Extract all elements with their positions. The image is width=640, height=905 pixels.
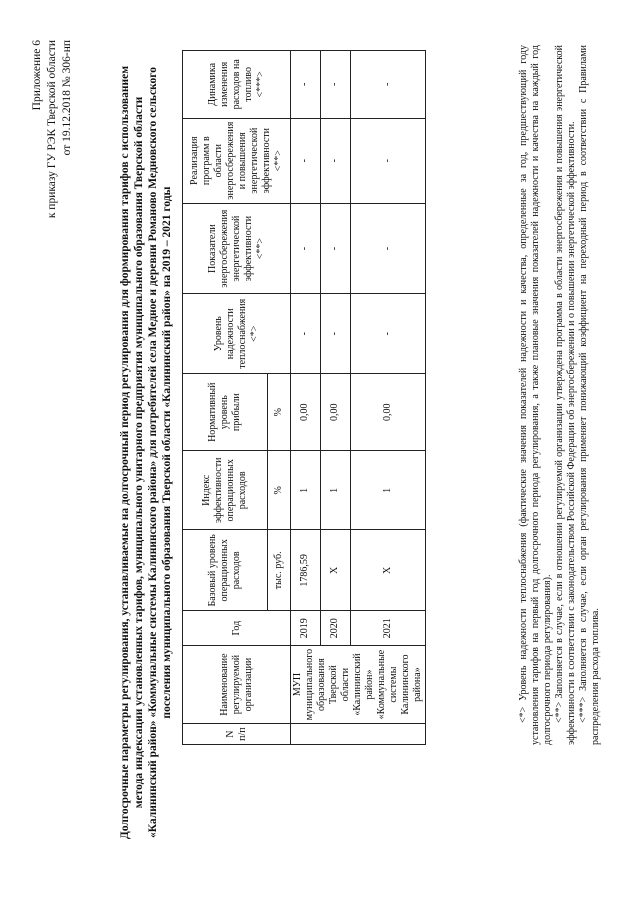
- header-fuel: Динамика изменения расходов на топливо <***>: [183, 51, 291, 119]
- title-line-3: «Калининский район» «Коммунальные системы Калининского района» для потребителей села Медное и деревни Романово Медновского сельского: [147, 67, 159, 839]
- header-num: N п/п: [183, 724, 291, 745]
- cell-year: 2020: [320, 611, 350, 645]
- appendix-header: [30, 40, 75, 218]
- header-program: Реализация программ в области энергосбережения и повышения энергетической эффективности <**>: [183, 118, 291, 203]
- header-org: Наименование регулируемой организации: [183, 645, 291, 723]
- header-year: Год: [183, 611, 291, 645]
- cell-base: 1786,59: [291, 530, 321, 611]
- appendix-order: к приказу ГУ РЭК Тверской области: [46, 40, 58, 219]
- header-base: Базовый уровень операционных расходов: [183, 530, 268, 611]
- cell-fuel: -: [350, 51, 425, 119]
- unit-index: %: [268, 451, 291, 530]
- footnotes: [518, 45, 602, 745]
- appendix-number: Приложение 6: [31, 40, 43, 111]
- footnote-1: <*> Уровень надежности теплоснабжения (фактические значения показателей надежности и качества, определенные за год, предшествующий году установления тарифов на первый год долгосрочного периода регулирования, а также плановые значения показателей надежности и качества на каждый год долгосрочного периода регулирования).: [518, 45, 553, 745]
- document-title: [118, 60, 174, 845]
- header-index: Индекс эффективности операционных расходов: [183, 451, 268, 530]
- cell-base: Х: [320, 530, 350, 611]
- cell-program: -: [320, 118, 350, 203]
- cell-base: Х: [350, 530, 425, 611]
- cell-year: 2019: [291, 611, 321, 645]
- cell-fuel: -: [291, 51, 321, 119]
- cell-program: -: [350, 118, 425, 203]
- parameters-table: [182, 50, 426, 745]
- cell-reliability: -: [291, 294, 321, 373]
- cell-energy: -: [291, 203, 321, 294]
- cell-energy: -: [320, 203, 350, 294]
- cell-org-name: МУП муниципального образования Тверской области «Калининский район» «Коммунальные системы Калининского района»: [291, 645, 426, 723]
- table-row: [350, 51, 425, 745]
- cell-year: 2021: [350, 611, 425, 645]
- cell-program: -: [291, 118, 321, 203]
- cell-index: 1: [291, 451, 321, 530]
- cell-fuel: -: [320, 51, 350, 119]
- table-header-row: [183, 51, 268, 745]
- table-row: [320, 51, 350, 745]
- cell-profit: 0,00: [320, 373, 350, 451]
- unit-base: тыс. руб.: [268, 530, 291, 611]
- header-energy: Показатели энергосбережения энергетической эффективности <**>: [183, 203, 291, 294]
- cell-profit: 0,00: [350, 373, 425, 451]
- footnote-2: <**> Заполняется в случае, если в отношении регулируемой организации утверждена программа в области энергосбережения и повышения энергетической эффективности в соответствии с законодательством Российской Федерации об энергосбережении и о повышении энергетической эффективности.: [554, 45, 577, 745]
- footnote-3: <***> Заполняется в случае, если орган регулирования применяет понижающий коэффициент на переходный период в соответствии с Правилами распределения расхода топлива.: [578, 45, 601, 745]
- cell-reliability: -: [350, 294, 425, 373]
- unit-profit: %: [268, 373, 291, 451]
- header-reliability: Уровень надежности теплоснабжения <*>: [183, 294, 291, 373]
- cell-index: 1: [350, 451, 425, 530]
- cell-reliability: -: [320, 294, 350, 373]
- title-line-4: поселения муниципального образования Тверской области «Калининский район» на 2019 – 2021 годы: [161, 186, 173, 719]
- header-profit: Нормативный уровень прибыли: [183, 373, 268, 451]
- appendix-date: от 19.12.2018 № 306-нп: [61, 40, 73, 156]
- table-row: [291, 51, 321, 745]
- cell-energy: -: [350, 203, 425, 294]
- cell-num: [291, 724, 426, 745]
- title-line-1: Долгосрочные параметры регулирования, устанавливаемые на долгосрочный период регулирования для формирования тарифов с использованием: [119, 65, 131, 840]
- cell-profit: 0,00: [291, 373, 321, 451]
- cell-index: 1: [320, 451, 350, 530]
- title-line-2: метода индексации установленных тарифов, муниципального унитарного предприятия муниципального образования Тверской области: [133, 96, 145, 809]
